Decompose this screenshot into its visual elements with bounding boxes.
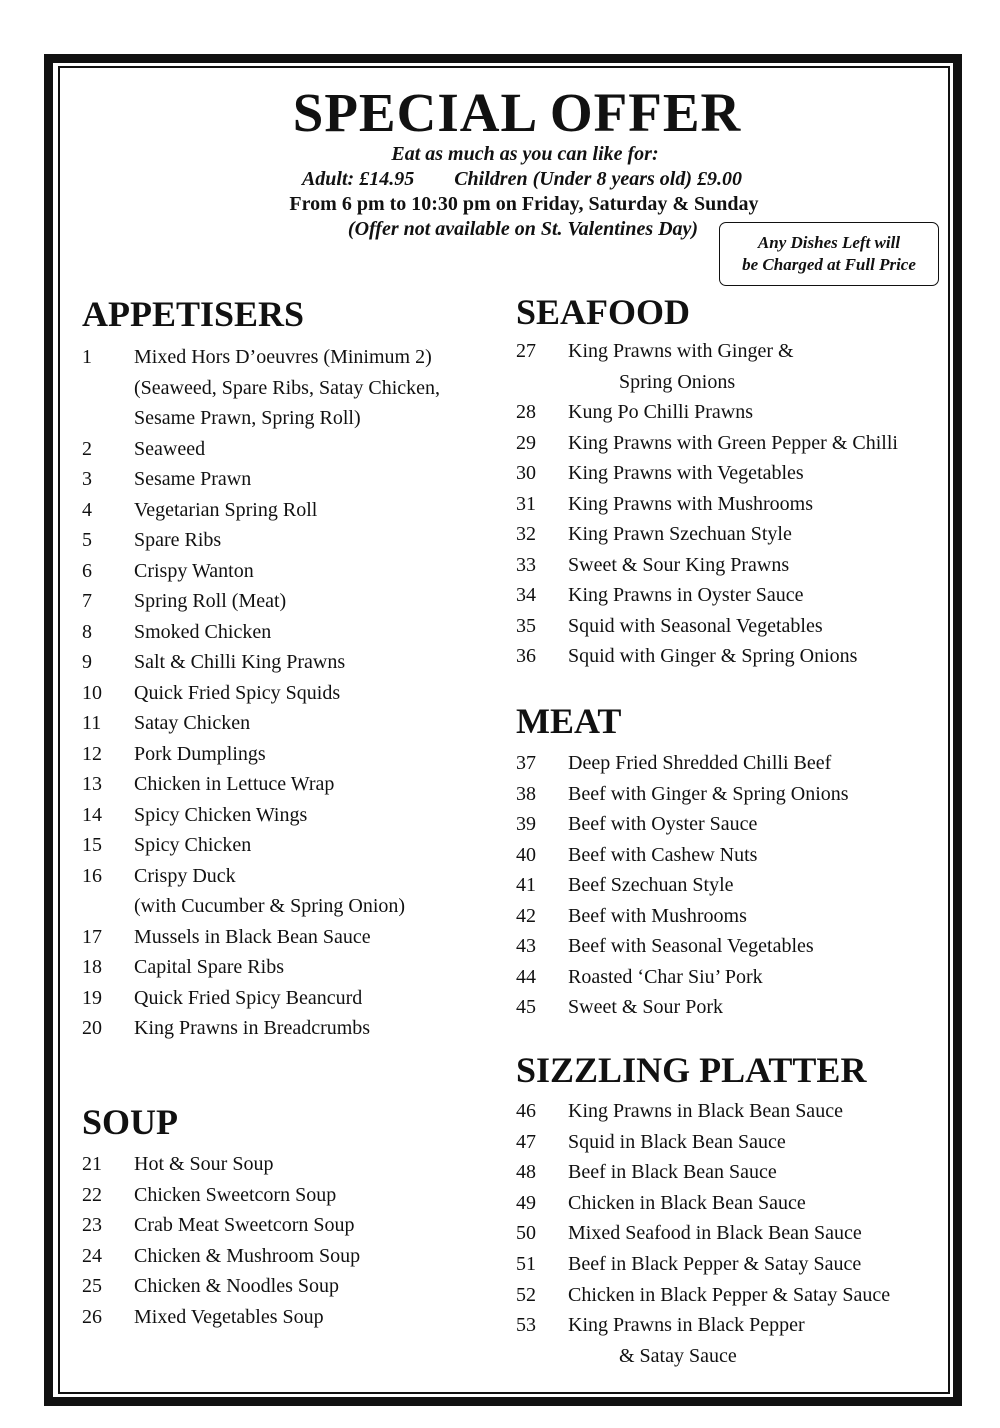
item-number: 19 (82, 986, 102, 1009)
menu-item-continuation: (with Cucumber & Spring Onion) (134, 895, 406, 917)
menu-item (516, 458, 898, 489)
item-name: Squid with Ginger & Spring Onions (568, 645, 858, 667)
item-number: 37 (516, 752, 536, 774)
menu-item (82, 1180, 360, 1211)
item-name: Capital Spare Ribs (134, 956, 284, 978)
item-name: King Prawns in Breadcrumbs (134, 1017, 371, 1039)
menu-item (516, 748, 849, 779)
item-number: 33 (516, 553, 536, 576)
menu-item (82, 464, 440, 495)
item-number: 36 (516, 645, 536, 667)
item-name: Smoked Chicken (134, 620, 272, 643)
item-number: 26 (82, 1305, 102, 1328)
item-number: 34 (516, 584, 536, 606)
item-name: Beef with Mushrooms (568, 904, 747, 927)
item-name: Beef in Black Pepper & Satay Sauce (568, 1252, 862, 1275)
menu-item (516, 580, 898, 611)
item-name: Mixed Seafood in Black Bean Sauce (568, 1222, 862, 1245)
menu-item (82, 739, 440, 770)
item-number: 23 (82, 1214, 102, 1237)
item-number: 24 (82, 1244, 102, 1267)
menu-item (516, 397, 898, 428)
menu-item (82, 769, 440, 800)
section-soup (82, 1102, 360, 1333)
item-number: 15 (82, 834, 102, 856)
item-name: Beef Szechuan Style (568, 874, 734, 896)
menu-item (516, 1188, 890, 1219)
item-number: 31 (516, 492, 536, 515)
adult-price: Adult: £14.95 (301, 168, 415, 190)
notice-box (719, 222, 939, 286)
menu-item (82, 1013, 440, 1044)
menu-item (516, 901, 849, 932)
menu-item (82, 1149, 360, 1180)
menu-item (82, 342, 440, 373)
menu-item (516, 519, 898, 550)
item-number: 29 (516, 431, 536, 454)
menu-item (82, 586, 440, 617)
menu-list (516, 336, 898, 672)
item-name: Mixed Vegetables Soup (134, 1305, 324, 1328)
menu-item (516, 1096, 890, 1127)
children-price: Children (Under 8 years old) £9.00 (454, 168, 743, 190)
item-name: Beef in Black Bean Sauce (568, 1161, 777, 1184)
menu-item (82, 1271, 360, 1302)
menu-list (82, 1149, 360, 1333)
item-name: Deep Fried Shredded Chilli Beef (568, 752, 832, 774)
offer-exception: (Offer not available on St. Valentines Day) (347, 218, 699, 240)
menu-item (82, 647, 440, 678)
menu-item (82, 617, 440, 648)
menu-item-continuation: Spring Onions (619, 370, 736, 393)
menu-item (82, 922, 440, 953)
item-number: 6 (82, 559, 92, 582)
menu-item (82, 800, 440, 831)
menu-item (82, 952, 440, 983)
item-number: 38 (516, 782, 536, 805)
section-appetisers (82, 294, 440, 1044)
menu-item-continuation: & Satay Sauce (619, 1344, 737, 1367)
item-name: Kung Po Chilli Prawns (568, 401, 754, 423)
menu-item (516, 1127, 890, 1158)
item-number: 47 (516, 1130, 536, 1153)
item-number: 14 (82, 803, 102, 826)
menu-item (516, 1249, 890, 1280)
item-number: 48 (516, 1161, 536, 1184)
item-number: 18 (82, 956, 102, 978)
item-name: Roasted ‘Char Siu’ Pork (568, 965, 763, 988)
item-number: 41 (516, 874, 536, 896)
item-name: Chicken & Mushroom Soup (134, 1244, 361, 1267)
menu-item (82, 525, 440, 556)
item-name: Squid with Seasonal Vegetables (568, 614, 823, 637)
item-number: 25 (82, 1275, 102, 1298)
item-name: Mixed Hors D’oeuvres (Minimum 2) (134, 346, 432, 368)
section-title: APPETISERS (82, 294, 305, 334)
item-name: King Prawns with Vegetables (568, 462, 804, 484)
item-number: 46 (516, 1100, 536, 1122)
menu-item (516, 931, 849, 962)
item-name: King Prawns with Mushrooms (568, 492, 814, 515)
item-name: Vegetarian Spring Roll (134, 498, 318, 521)
menu-item (82, 861, 440, 892)
item-number: 42 (516, 904, 536, 927)
item-number: 3 (82, 468, 92, 490)
menu-item (516, 962, 849, 993)
menu-item (516, 641, 898, 672)
item-name: Spring Roll (Meat) (134, 590, 287, 612)
item-name: Hot & Sour Soup (134, 1153, 274, 1175)
item-number: 12 (82, 742, 102, 765)
item-name: King Prawns in Black Pepper (568, 1314, 805, 1337)
item-number: 11 (82, 712, 102, 734)
menu-list (516, 1096, 890, 1371)
item-name: Sweet & Sour King Prawns (568, 553, 790, 576)
section-title: SOUP (82, 1102, 179, 1142)
item-number: 17 (82, 925, 102, 948)
item-name: Beef with Cashew Nuts (568, 843, 758, 866)
item-name: Crispy Duck (134, 864, 236, 887)
item-number: 51 (516, 1252, 536, 1275)
item-number: 16 (82, 864, 102, 887)
item-number: 5 (82, 529, 92, 551)
menu-item (516, 611, 898, 642)
item-number: 8 (82, 620, 92, 643)
section-title: SEAFOOD (516, 292, 691, 332)
item-name: Chicken in Black Pepper & Satay Sauce (568, 1283, 891, 1306)
item-name: Sweet & Sour Pork (568, 996, 723, 1018)
menu-item (82, 983, 440, 1014)
item-name: King Prawns with Green Pepper & Chilli (568, 431, 898, 454)
menu-list (82, 342, 440, 1044)
item-name: King Prawn Szechuan Style (568, 523, 792, 545)
menu-item (82, 830, 440, 861)
item-name: Beef with Oyster Sauce (568, 813, 758, 835)
item-number: 52 (516, 1283, 536, 1306)
menu-list (516, 748, 849, 1023)
item-name: Crispy Wanton (134, 559, 254, 582)
item-name: Chicken in Black Bean Sauce (568, 1191, 806, 1214)
section-title: SIZZLING PLATTER (516, 1050, 867, 1090)
item-name: Pork Dumplings (134, 742, 266, 765)
item-number: 22 (82, 1183, 102, 1206)
item-number: 40 (516, 843, 536, 866)
item-number: 32 (516, 523, 536, 545)
item-number: 30 (516, 462, 536, 484)
item-name: King Prawns in Oyster Sauce (568, 584, 804, 606)
menu-item (516, 428, 898, 459)
item-name: Sesame Prawn (134, 468, 252, 490)
menu-item-continuation: (Seaweed, Spare Ribs, Satay Chicken, (134, 376, 441, 399)
item-name: Satay Chicken (134, 712, 251, 734)
item-name: King Prawns with Ginger & (568, 340, 794, 362)
item-number: 10 (82, 681, 102, 704)
item-number: 1 (82, 346, 92, 368)
menu-item (516, 1157, 890, 1188)
item-number: 53 (516, 1314, 536, 1337)
menu-item (516, 550, 898, 581)
item-number: 4 (82, 498, 92, 521)
item-number: 7 (82, 590, 92, 612)
item-number: 49 (516, 1191, 536, 1214)
item-number: 21 (82, 1153, 102, 1175)
item-number: 28 (516, 401, 536, 423)
item-number: 13 (82, 773, 102, 795)
item-number: 45 (516, 996, 536, 1018)
item-number: 39 (516, 813, 536, 835)
menu-item (82, 708, 440, 739)
item-number: 44 (516, 965, 536, 988)
item-name: Squid in Black Bean Sauce (568, 1130, 786, 1153)
menu-item (82, 556, 440, 587)
section-seafood (516, 292, 898, 672)
item-name: King Prawns in Black Bean Sauce (568, 1100, 843, 1122)
item-number: 27 (516, 340, 536, 362)
item-number: 43 (516, 935, 536, 957)
menu-item (516, 809, 849, 840)
item-name: Chicken Sweetcorn Soup (134, 1183, 337, 1206)
header (0, 84, 1000, 242)
section-meat (516, 701, 849, 1023)
price-line (44, 167, 1000, 192)
menu-item (516, 779, 849, 810)
menu-item (516, 992, 849, 1023)
menu-item (82, 678, 440, 709)
menu-item (82, 495, 440, 526)
item-number: 50 (516, 1222, 536, 1245)
item-name: Quick Fried Spicy Squids (134, 681, 341, 704)
item-name: Spare Ribs (134, 529, 222, 551)
item-number: 20 (82, 1017, 102, 1039)
item-name: Spicy Chicken Wings (134, 803, 308, 826)
item-name: Beef with Seasonal Vegetables (568, 935, 814, 957)
item-name: Spicy Chicken (134, 834, 252, 856)
item-name: Salt & Chilli King Prawns (134, 651, 346, 673)
item-name: Crab Meat Sweetcorn Soup (134, 1214, 355, 1237)
menu-item (516, 336, 898, 367)
menu-item (82, 1241, 360, 1272)
item-name: Chicken & Noodles Soup (134, 1275, 339, 1298)
notice-line-1: Any Dishes Left will (757, 233, 901, 252)
item-number: 35 (516, 614, 536, 637)
item-number: 2 (82, 437, 92, 460)
item-name: Chicken in Lettuce Wrap (134, 773, 335, 795)
menu-item-continuation: Sesame Prawn, Spring Roll) (134, 407, 361, 429)
section-sizzling-platter (516, 1050, 890, 1371)
item-number: 9 (82, 651, 92, 673)
opening-hours: From 6 pm to 10:30 pm on Friday, Saturday & Sunday (289, 193, 759, 215)
item-name: Beef with Ginger & Spring Onions (568, 782, 849, 805)
offer-intro: Eat as much as you can like for: (391, 143, 659, 165)
menu-item (82, 1302, 360, 1333)
menu-item (516, 1280, 890, 1311)
page-title: SPECIAL OFFER (292, 82, 742, 143)
notice-line-2: be Charged at Full Price (742, 255, 916, 274)
menu-item (516, 489, 898, 520)
item-name: Seaweed (134, 437, 206, 460)
menu-item (516, 1218, 890, 1249)
item-name: Mussels in Black Bean Sauce (134, 925, 371, 948)
section-title: MEAT (516, 701, 622, 741)
menu-item (82, 434, 440, 465)
menu-item (82, 1210, 360, 1241)
menu-item (516, 870, 849, 901)
menu-item (516, 840, 849, 871)
item-name: Quick Fried Spicy Beancurd (134, 986, 363, 1009)
menu-item (516, 1310, 890, 1341)
